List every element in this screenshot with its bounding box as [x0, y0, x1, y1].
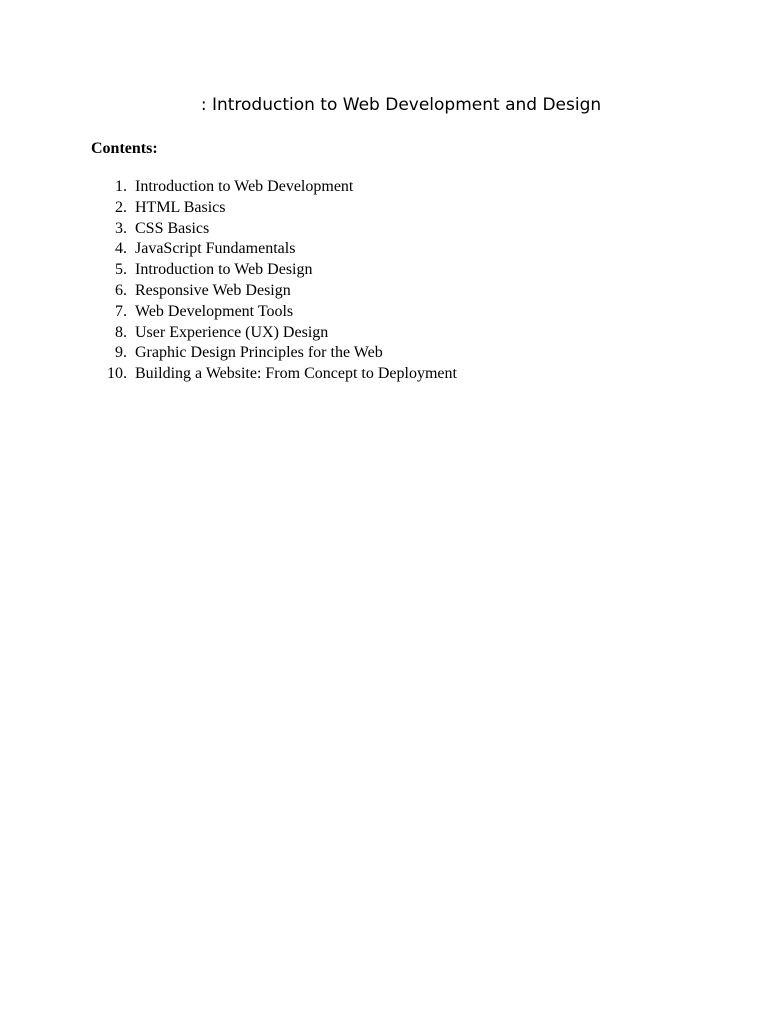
toc-item-number: 1. [115, 178, 127, 195]
toc-item-label: HTML Basics [135, 198, 226, 216]
toc-item-number: 9. [115, 344, 127, 362]
document-title: : Introduction to Web Development and Design [200, 95, 602, 115]
toc-item-label: Introduction to Web Design [135, 261, 313, 279]
toc-item-number: 8. [115, 323, 127, 341]
toc-item-label: Web Development Tools [135, 302, 294, 320]
toc-item-label: User Experience (UX) Design [135, 323, 329, 341]
toc-item-label: Graphic Design Principles for the Web [135, 344, 383, 362]
toc-item-number: 10. [107, 365, 127, 383]
toc-item-number: 7. [115, 302, 127, 320]
toc-item-number: 6. [115, 281, 127, 299]
toc-item-number: 3. [115, 219, 127, 237]
toc-item-label: Building a Website: From Concept to Deployment [135, 365, 457, 383]
toc-item-label: Responsive Web Design [135, 281, 291, 299]
toc-item-number: 2. [115, 198, 127, 216]
toc-item-label: Introduction to Web Development [135, 178, 354, 195]
toc-item-number: 4. [115, 240, 127, 258]
contents-heading: Contents: [91, 140, 158, 157]
toc-item-label: JavaScript Fundamentals [135, 240, 296, 258]
toc-item-number: 5. [115, 261, 127, 279]
toc-item-label: CSS Basics [135, 219, 210, 237]
